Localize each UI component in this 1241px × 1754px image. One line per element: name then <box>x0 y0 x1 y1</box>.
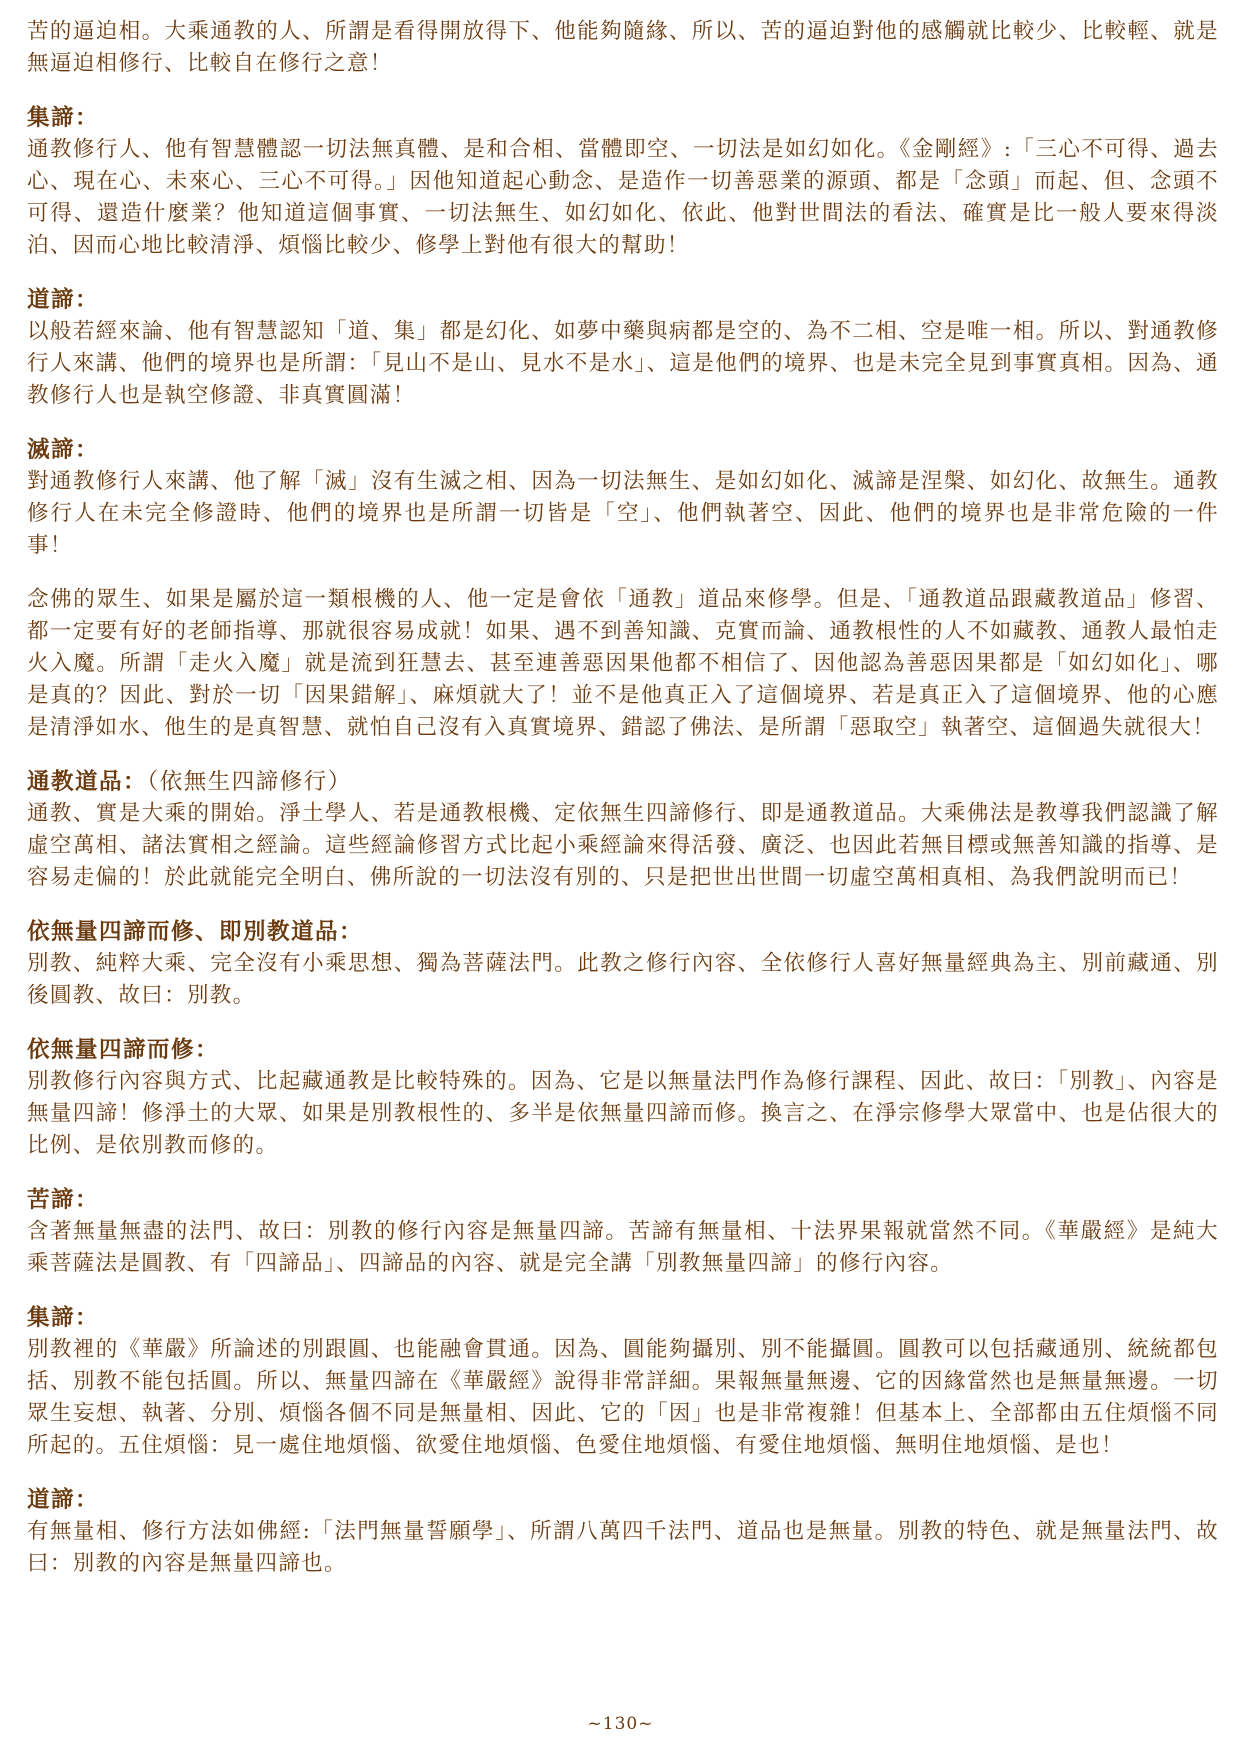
section-wuliang-sidi <box>27 1034 1219 1162</box>
heading-text: 集諦： <box>27 105 100 131</box>
heading-text: 苦諦： <box>27 1187 100 1213</box>
heading-text: 道諦： <box>27 1487 100 1513</box>
section-heading <box>27 102 1219 134</box>
section-heading <box>27 1484 1219 1516</box>
section-nianfo-paragraph <box>27 584 1219 744</box>
section-heading <box>27 916 1219 948</box>
section-body: 有無量相、修行方法如佛經:「法門無量誓願學」、所謂八萬四千法門、道品也是無量。別教的特色、就是無量法門、故曰：別教的內容是無量四諦也。 <box>27 1519 1219 1576</box>
section-dao-di <box>27 284 1219 412</box>
section-body: 以般若經來論、他有智慧認知「道、集」都是幻化、如夢中藥與病都是空的、為不二相、空是唯一相。所以、對通教修行人來講、他們的境界也是所謂：「見山不是山、見水不是水」、這是他們的境界、也是未完全見到事實真相。因為、通教修行人也是執空修證、非真實圓滿！ <box>27 319 1219 408</box>
section-ku-di <box>27 1184 1219 1280</box>
heading-text: 道諦： <box>27 287 100 313</box>
section-heading <box>27 434 1219 466</box>
section-heading <box>27 766 1219 798</box>
section-body: 對通教修行人來講、他了解「滅」沒有生滅之相、因為一切法無生、是如幻如化、滅諦是涅槃、如幻化、故無生。通教修行人在未完全修證時、他們的境界也是所謂一切皆是「空」、他們執著空、因此、他們的境界也是非常危險的一件事！ <box>27 469 1219 558</box>
heading-text: 集諦： <box>27 1305 100 1331</box>
page-number: ~130~ <box>587 1714 654 1734</box>
heading-text: 滅諦： <box>27 437 100 463</box>
section-heading <box>27 284 1219 316</box>
heading-text: 依無量四諦而修： <box>27 1037 220 1063</box>
heading-note: （依無生四諦修行） <box>147 769 352 795</box>
section-heading <box>27 1184 1219 1216</box>
section-ji-di <box>27 102 1219 262</box>
section-dao-di-2 <box>27 1484 1219 1580</box>
intro-paragraph: 苦的逼迫相。大乘通教的人、所謂是看得開放得下、他能夠隨緣、所以、苦的逼迫對他的感觸就比較少、比較輕、就是無逼迫相修行、比較自在修行之意！ <box>27 19 1219 76</box>
heading-text: 通教道品： <box>27 769 148 795</box>
section-body: 通教、實是大乘的開始。淨土學人、若是通教根機、定依無生四諦修行、即是通教道品。大乘佛法是教導我們認識了解虛空萬相、諸法實相之經論。這些經論修習方式比起小乘經論來得活發、廣泛、也因此若無目標或無善知識的指導、是容易走偏的！於此就能完全明白、佛所說的一切法沒有別的、只是把世出世間一切虛空萬相真相、為我們說明而已！ <box>27 801 1219 890</box>
section-biejiao-daopin <box>27 916 1219 1012</box>
section-body: 別教裡的《華嚴》所論述的別跟圓、也能融會貫通。因為、圓能夠攝別、別不能攝圓。圓教可以包括藏通別、統統都包括、別教不能包括圓。所以、無量四諦在《華嚴經》說得非常詳細。果報無量無邊、它的因緣當然也是無量無邊。一切眾生妄想、執著、分別、煩惱各個不同是無量相、因此、它的「因」也是非常複雜！但基本上、全部都由五住煩惱不同所起的。五住煩惱：見一處住地煩惱、欲愛住地煩惱、色愛住地煩惱、有愛住地煩惱、無明住地煩惱、是也！ <box>27 1337 1219 1458</box>
section-tongjiao-daopin <box>27 766 1219 894</box>
section-heading <box>27 1302 1219 1334</box>
section-body: 含著無量無盡的法門、故曰：別教的修行內容是無量四諦。苦諦有無量相、十法界果報就當然不同。《華嚴經》是純大乘菩薩法是圓教、有「四諦品」、四諦品的內容、就是完全講「別教無量四諦」的修行內容。 <box>27 1219 1219 1276</box>
section-ji-di-2 <box>27 1302 1219 1462</box>
section-body: 通教修行人、他有智慧體認一切法無真體、是和合相、當體即空、一切法是如幻如化。《金剛經》:「三心不可得、過去心、現在心、未來心、三心不可得。」因他知道起心動念、是造作一切善惡業的源頭、都是「念頭」而起、但、念頭不可得、還造什麼業？他知道這個事實、一切法無生、如幻如化、依此、他對世間法的看法、確實是比一般人要來得淡泊、因而心地比較清淨、煩惱比較少、修學上對他有很大的幫助！ <box>27 137 1219 258</box>
section-body: 念佛的眾生、如果是屬於這一類根機的人、他一定是會依「通教」道品來修學。但是、「通教道品跟藏教道品」修習、都一定要有好的老師指導、那就很容易成就！如果、遇不到善知識、克實而論、通教根性的人不如藏教、通教人最怕走火入魔。所謂「走火入魔」就是流到狂慧去、甚至連善惡因果他都不相信了、因他認為善惡因果都是「如幻如化」、哪是真的？因此、對於一切「因果錯解」、麻煩就大了！並不是他真正入了這個境界、若是真正入了這個境界、他的心應是清淨如水、他生的是真智慧、就怕自己沒有入真實境界、錯認了佛法、是所謂「惡取空」執著空、這個過失就很大！ <box>27 587 1219 740</box>
document-page <box>27 16 1219 1580</box>
section-body: 別教修行內容與方式、比起藏通教是比較特殊的。因為、它是以無量法門作為修行課程、因此、故曰：「別教」、內容是無量四諦！修淨土的大眾、如果是別教根性的、多半是依無量四諦而修。換言之、在淨宗修學大眾當中、也是佔很大的比例、是依別教而修的。 <box>27 1069 1219 1158</box>
section-mie-di <box>27 434 1219 562</box>
section-heading <box>27 1034 1219 1066</box>
section-body: 別教、純粹大乘、完全沒有小乘思想、獨為菩薩法門。此教之修行內容、全依修行人喜好無量經典為主、別前藏通、別後圓教、故曰：別教。 <box>27 951 1219 1008</box>
heading-text: 依無量四諦而修、即別教道品： <box>27 919 364 945</box>
